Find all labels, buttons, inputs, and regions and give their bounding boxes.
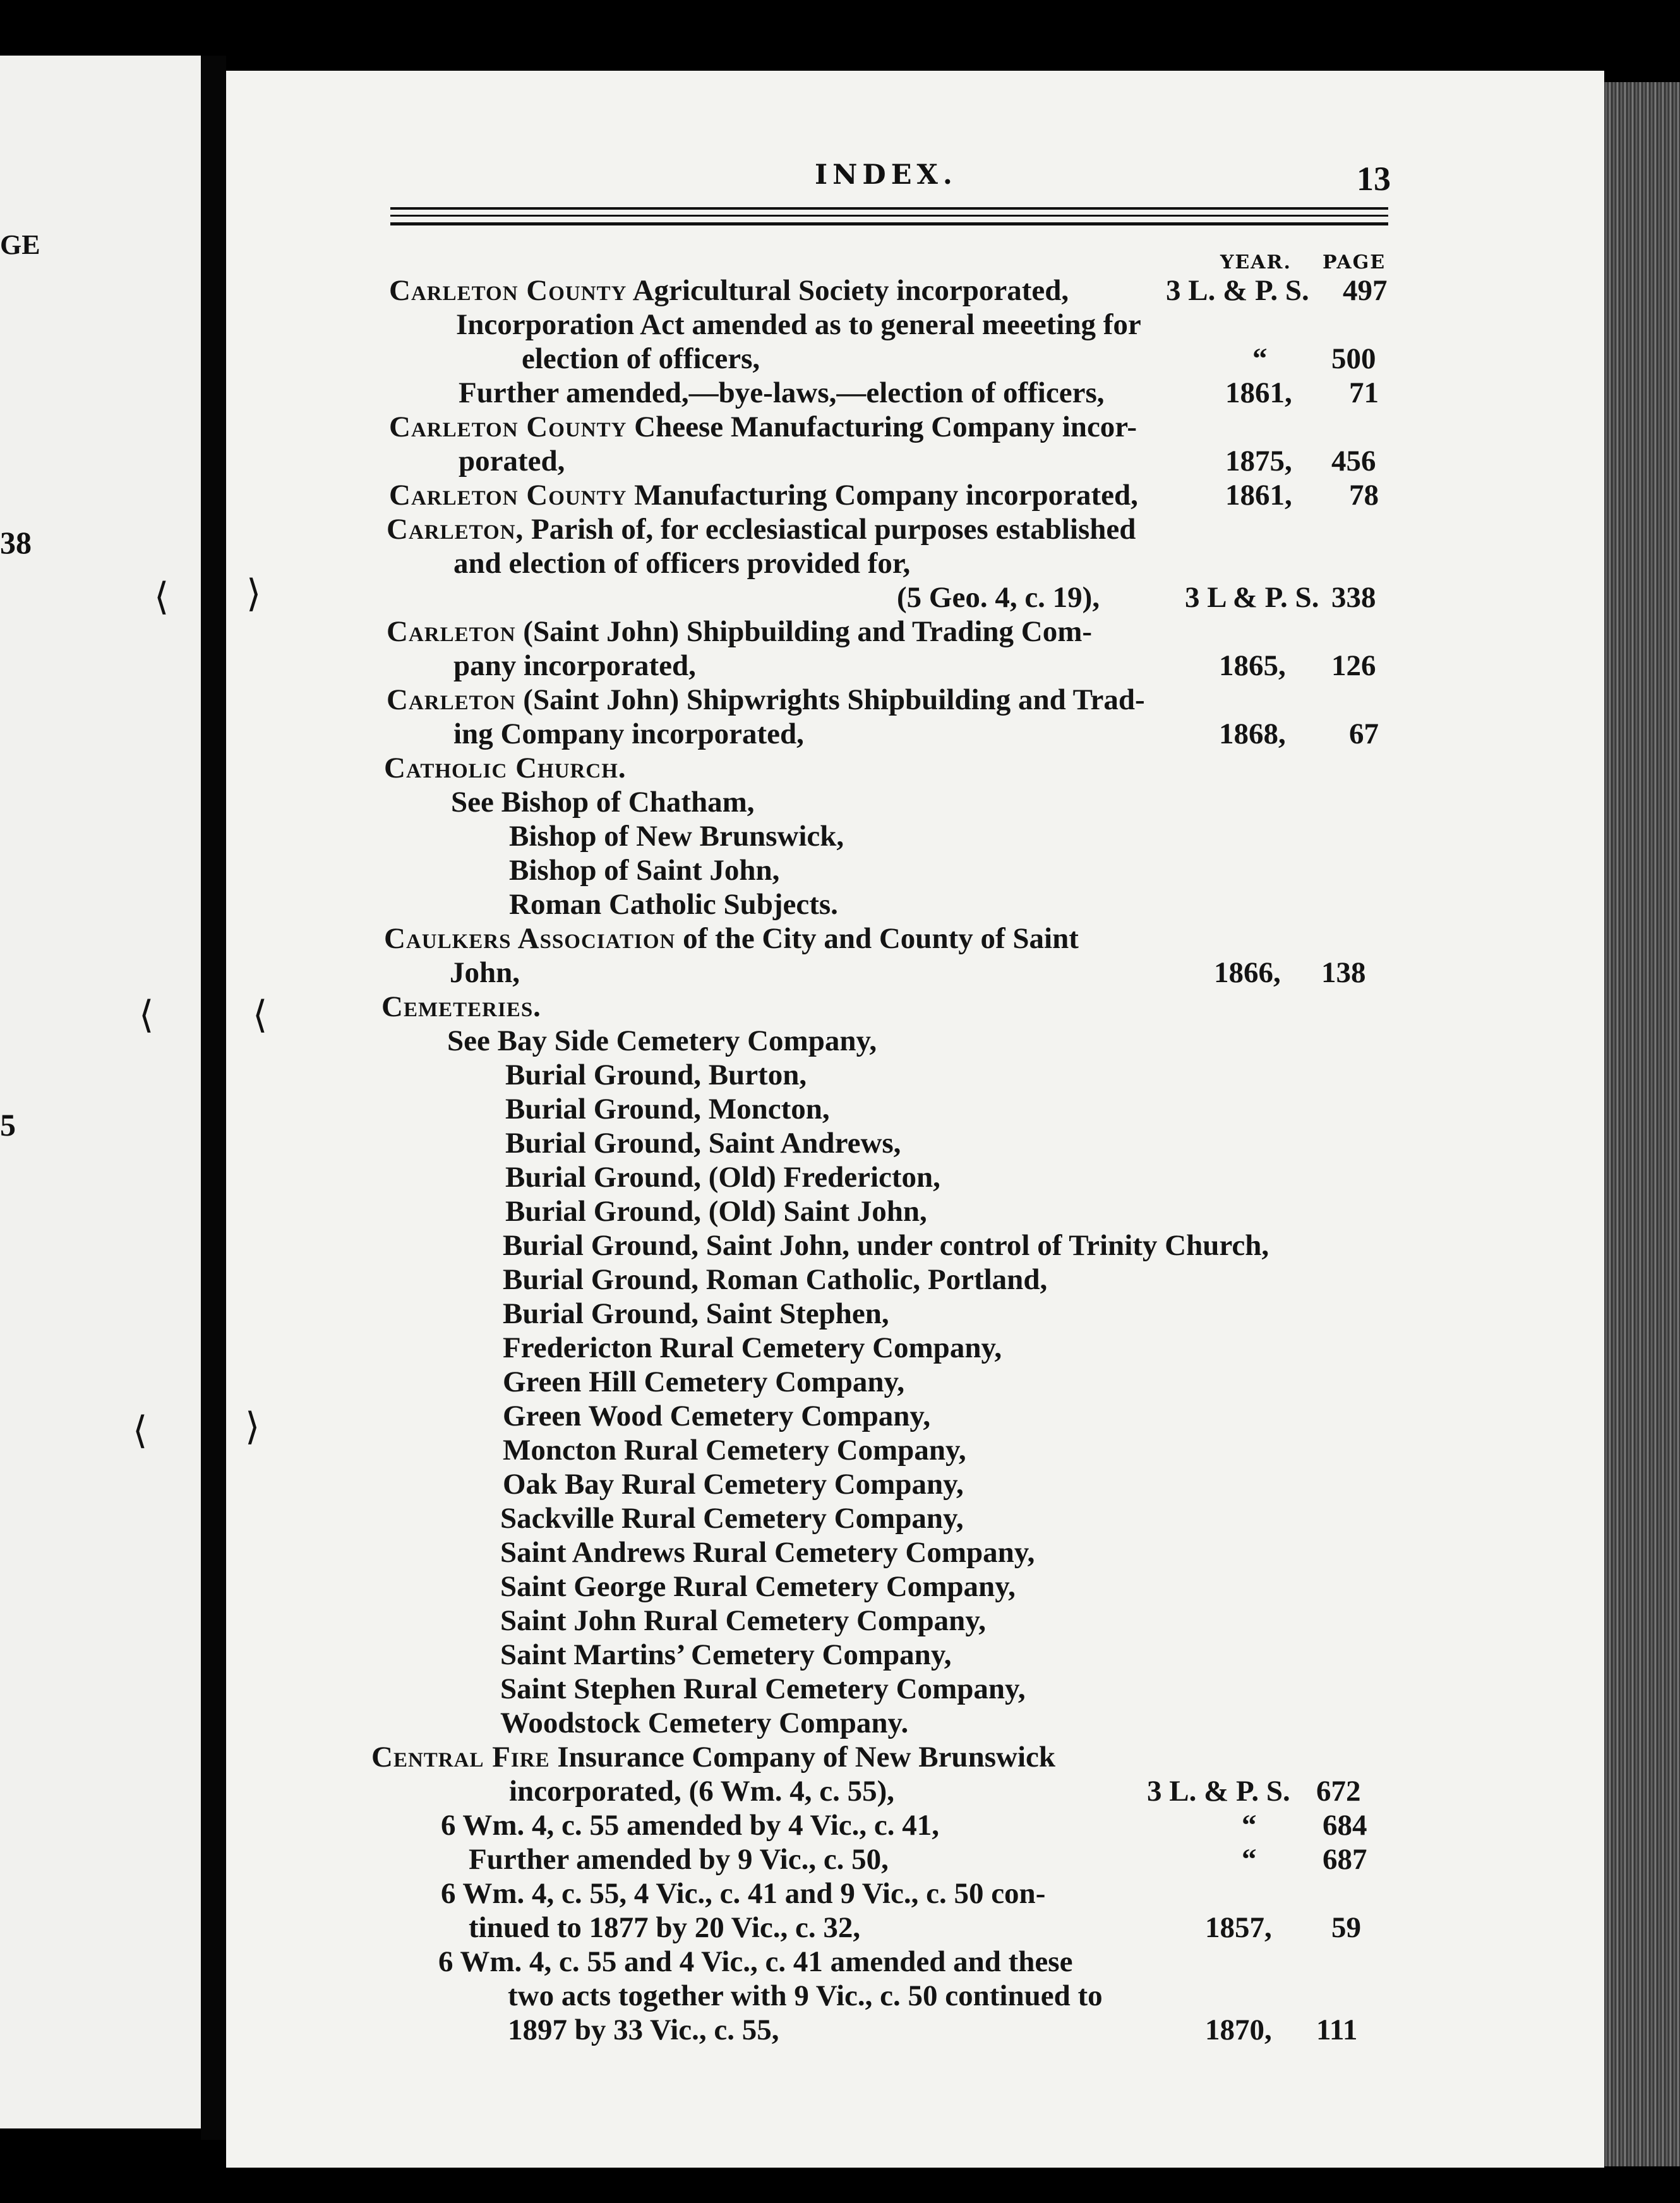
entry-year: 1857,: [1205, 1911, 1272, 1944]
entry-heading: Caulkers Association: [384, 922, 676, 955]
index-line: [450, 958, 520, 988]
index-line: [509, 890, 838, 920]
entry-heading: Carleton: [387, 683, 516, 716]
index-line: [500, 1504, 964, 1534]
index-line: [509, 856, 779, 885]
entry-year: “: [1252, 342, 1268, 375]
index-line: [500, 1674, 1026, 1704]
entry-text: John,: [450, 956, 520, 989]
entry-text: Saint Martins’ Cemetery Company,: [500, 1638, 952, 1671]
page-number: 13: [1357, 160, 1391, 198]
entry-page: 126: [1331, 649, 1376, 682]
entry-text: election of officers,: [522, 342, 760, 375]
entry-heading: Cemeteries.: [381, 990, 541, 1023]
entry-text: and election of officers provided for,: [453, 547, 911, 580]
entry-text: Saint George Rural Cemetery Company,: [500, 1570, 1016, 1603]
index-line: [453, 549, 910, 579]
entry-text: Green Hill Cemetery Company,: [503, 1366, 905, 1398]
index-line: [503, 1231, 1269, 1261]
entry-text: 6 Wm. 4, c. 55 amended by 4 Vic., c. 41,: [441, 1809, 939, 1842]
entry-year: “: [1242, 1843, 1257, 1876]
entry-text: Burial Ground, Saint Andrews,: [505, 1127, 901, 1160]
binding-mark: ⟨: [133, 1408, 148, 1453]
entry-heading: Central Fire: [371, 1741, 550, 1774]
index-line: [459, 378, 1104, 408]
left-page-fragment: 38: [0, 525, 32, 560]
entry-heading: Catholic Church.: [384, 752, 627, 784]
entry-text: Burial Ground, Burton,: [505, 1059, 807, 1091]
entry-text: Agricultural Society incorporated,: [627, 274, 1069, 307]
binding-mark: ⟨: [139, 993, 154, 1037]
index-line: [387, 617, 1092, 647]
index-line: [508, 2015, 779, 2045]
index-line: [508, 1981, 1103, 2011]
index-line: [453, 719, 804, 749]
entry-year: 1866,: [1214, 956, 1281, 989]
entry-text: Further amended by 9 Vic., c. 50,: [469, 1843, 889, 1876]
entry-heading: Carleton County: [389, 411, 627, 443]
index-line: [503, 1436, 966, 1465]
entry-text: Parish of, for ecclesiastical purposes established: [524, 513, 1136, 546]
entry-text: (5 Geo. 4, c. 19),: [897, 581, 1100, 614]
book-gutter: [201, 56, 226, 2140]
index-line: [441, 1811, 939, 1840]
entry-page: 59: [1331, 1911, 1361, 1944]
entry-page: 78: [1349, 479, 1379, 512]
entry-text: (Saint John) Shipwrights Shipbuilding and Trad-: [515, 683, 1145, 716]
entry-heading: Carleton: [387, 615, 516, 648]
entry-text: Green Wood Cemetery Company,: [503, 1400, 931, 1432]
entry-year: 1865,: [1219, 649, 1286, 682]
entry-year: 1861,: [1225, 479, 1292, 512]
entry-text: Burial Ground, Roman Catholic, Portland,: [503, 1263, 1048, 1296]
entry-page: 672: [1316, 1775, 1361, 1808]
index-line: [509, 1777, 894, 1806]
index-line: [503, 1367, 904, 1397]
binding-mark: ⟩: [246, 572, 261, 616]
entry-year: 3 L & P. S.: [1185, 581, 1319, 614]
entry-text: Fredericton Rural Cemetery Company,: [503, 1331, 1002, 1364]
entry-page: 684: [1323, 1809, 1367, 1842]
index-line: [441, 1879, 1045, 1909]
entry-text: Burial Ground, Saint Stephen,: [503, 1297, 889, 1330]
entry-text: See Bay Side Cemetery Company,: [447, 1024, 877, 1057]
entry-heading: Carleton County: [389, 479, 627, 512]
year-column-heading: YEAR.: [1220, 251, 1292, 273]
entry-page: 138: [1321, 956, 1366, 989]
entry-text: Saint Stephen Rural Cemetery Company,: [500, 1672, 1026, 1705]
index-line: [503, 1402, 930, 1431]
entry-text: incorporated, (6 Wm. 4, c. 55),: [509, 1775, 895, 1808]
index-line: [384, 753, 627, 783]
index-line: [522, 344, 760, 374]
entry-text: of the City and County of Saint: [675, 922, 1079, 955]
index-line: [505, 1060, 807, 1090]
entry-year: 1868,: [1219, 717, 1286, 750]
index-line: [503, 1299, 889, 1329]
index-line: [387, 685, 1145, 715]
entry-text: (Saint John) Shipbuilding and Trading Com-: [515, 615, 1093, 648]
entry-text: porated,: [459, 445, 565, 477]
entry-text: tinued to 1877 by 20 Vic., c. 32,: [469, 1911, 861, 1944]
entry-heading: Carleton County: [389, 274, 627, 307]
header-rule: [390, 222, 1388, 225]
index-line: [469, 1913, 860, 1943]
index-line: [503, 1265, 1047, 1295]
index-line: [500, 1640, 951, 1670]
entry-text: 6 Wm. 4, c. 55, 4 Vic., c. 41 and 9 Vic., c. 50 con-: [441, 1877, 1046, 1910]
index-line: [500, 1538, 1035, 1568]
left-page: [0, 56, 201, 2128]
left-page-fragment: GE: [0, 229, 40, 260]
entry-text: Woodstock Cemetery Company.: [500, 1707, 909, 1739]
entry-text: Saint Andrews Rural Cemetery Company,: [500, 1536, 1035, 1569]
entry-text: Manufacturing Company incorporated,: [627, 479, 1138, 512]
entry-text: Oak Bay Rural Cemetery Company,: [503, 1468, 964, 1501]
index-line: [500, 1606, 986, 1636]
entry-text: Bishop of New Brunswick,: [509, 820, 844, 853]
entry-text: Burial Ground, Saint John, under control of Trinity Church,: [503, 1229, 1269, 1262]
entry-page: 111: [1316, 2014, 1358, 2046]
page-column-heading: PAGE: [1323, 251, 1386, 273]
entry-text: Bishop of Saint John,: [509, 854, 780, 887]
index-line: [459, 447, 565, 476]
left-page-fragment: 5: [0, 1107, 16, 1143]
entry-text: Incorporation Act amended as to general meeeting for: [456, 308, 1141, 341]
index-line: [503, 1470, 964, 1499]
index-line: [500, 1572, 1016, 1602]
index-line: [505, 1163, 940, 1192]
entry-text: Burial Ground, Moncton,: [505, 1093, 830, 1126]
entry-text: Sackville Rural Cemetery Company,: [500, 1502, 964, 1535]
entry-year: “: [1242, 1809, 1257, 1842]
index-line: [438, 1947, 1072, 1977]
entry-text: pany incorporated,: [453, 649, 696, 682]
index-line: [384, 924, 1079, 954]
entry-text: 1897 by 33 Vic., c. 55,: [508, 2014, 779, 2046]
index-line: [447, 1026, 877, 1056]
index-line: [469, 1845, 889, 1875]
index-line: [453, 651, 696, 681]
index-line: [505, 1095, 830, 1124]
index-line: [505, 1129, 901, 1158]
entry-text: See Bishop of Chatham,: [451, 786, 755, 819]
header-rule: [390, 215, 1388, 217]
entry-text: Insurance Company of New Brunswick: [549, 1741, 1056, 1774]
entry-heading: Carleton,: [387, 513, 524, 546]
index-line: [389, 276, 1069, 306]
entry-page: 687: [1323, 1843, 1367, 1876]
entry-text: Cheese Manufacturing Company incor-: [627, 411, 1137, 443]
index-line: [371, 1743, 1055, 1772]
index-line: [381, 992, 541, 1022]
entry-year: 1870,: [1205, 2014, 1272, 2046]
entry-page: 456: [1331, 445, 1376, 477]
entry-text: ing Company incorporated,: [453, 717, 804, 750]
entry-year: 3 L. & P. S.: [1166, 274, 1309, 307]
index-line: [509, 822, 844, 851]
index-line: [389, 412, 1137, 442]
entry-text: Moncton Rural Cemetery Company,: [503, 1434, 966, 1467]
entry-page: 500: [1331, 342, 1376, 375]
binding-mark: ⟨: [154, 575, 169, 619]
index-line: [456, 310, 1141, 340]
entry-text: Saint John Rural Cemetery Company,: [500, 1604, 986, 1637]
index-line: [451, 788, 755, 817]
entry-page: 67: [1349, 717, 1379, 750]
entry-year: 1861,: [1225, 376, 1292, 409]
entry-page: 497: [1343, 274, 1388, 307]
entry-page: 338: [1331, 581, 1376, 614]
entry-text: Roman Catholic Subjects.: [509, 888, 838, 921]
index-line: [503, 1333, 1002, 1363]
header-rule: [390, 207, 1388, 210]
index-line: [389, 481, 1138, 510]
entry-text: Burial Ground, (Old) Fredericton,: [505, 1161, 940, 1194]
page-edge: [1604, 82, 1680, 2166]
entry-text: Further amended,—bye-laws,—election of officers,: [459, 376, 1105, 409]
index-line: [387, 515, 1136, 544]
index-line: [505, 1197, 927, 1227]
entry-text: two acts together with 9 Vic., c. 50 continued to: [508, 1979, 1103, 2012]
entry-year: 3 L. & P. S.: [1147, 1775, 1290, 1808]
index-line: [500, 1708, 908, 1738]
entry-year: 1875,: [1225, 445, 1292, 477]
binding-mark: ⟩: [245, 1405, 260, 1449]
binding-mark: ⟨: [253, 993, 268, 1037]
entry-text: 6 Wm. 4, c. 55 and 4 Vic., c. 41 amended and these: [438, 1945, 1073, 1978]
running-head: INDEX.: [815, 159, 957, 191]
entry-page: 71: [1349, 376, 1379, 409]
entry-text: Burial Ground, (Old) Saint John,: [505, 1195, 927, 1228]
index-line: [897, 583, 1100, 613]
